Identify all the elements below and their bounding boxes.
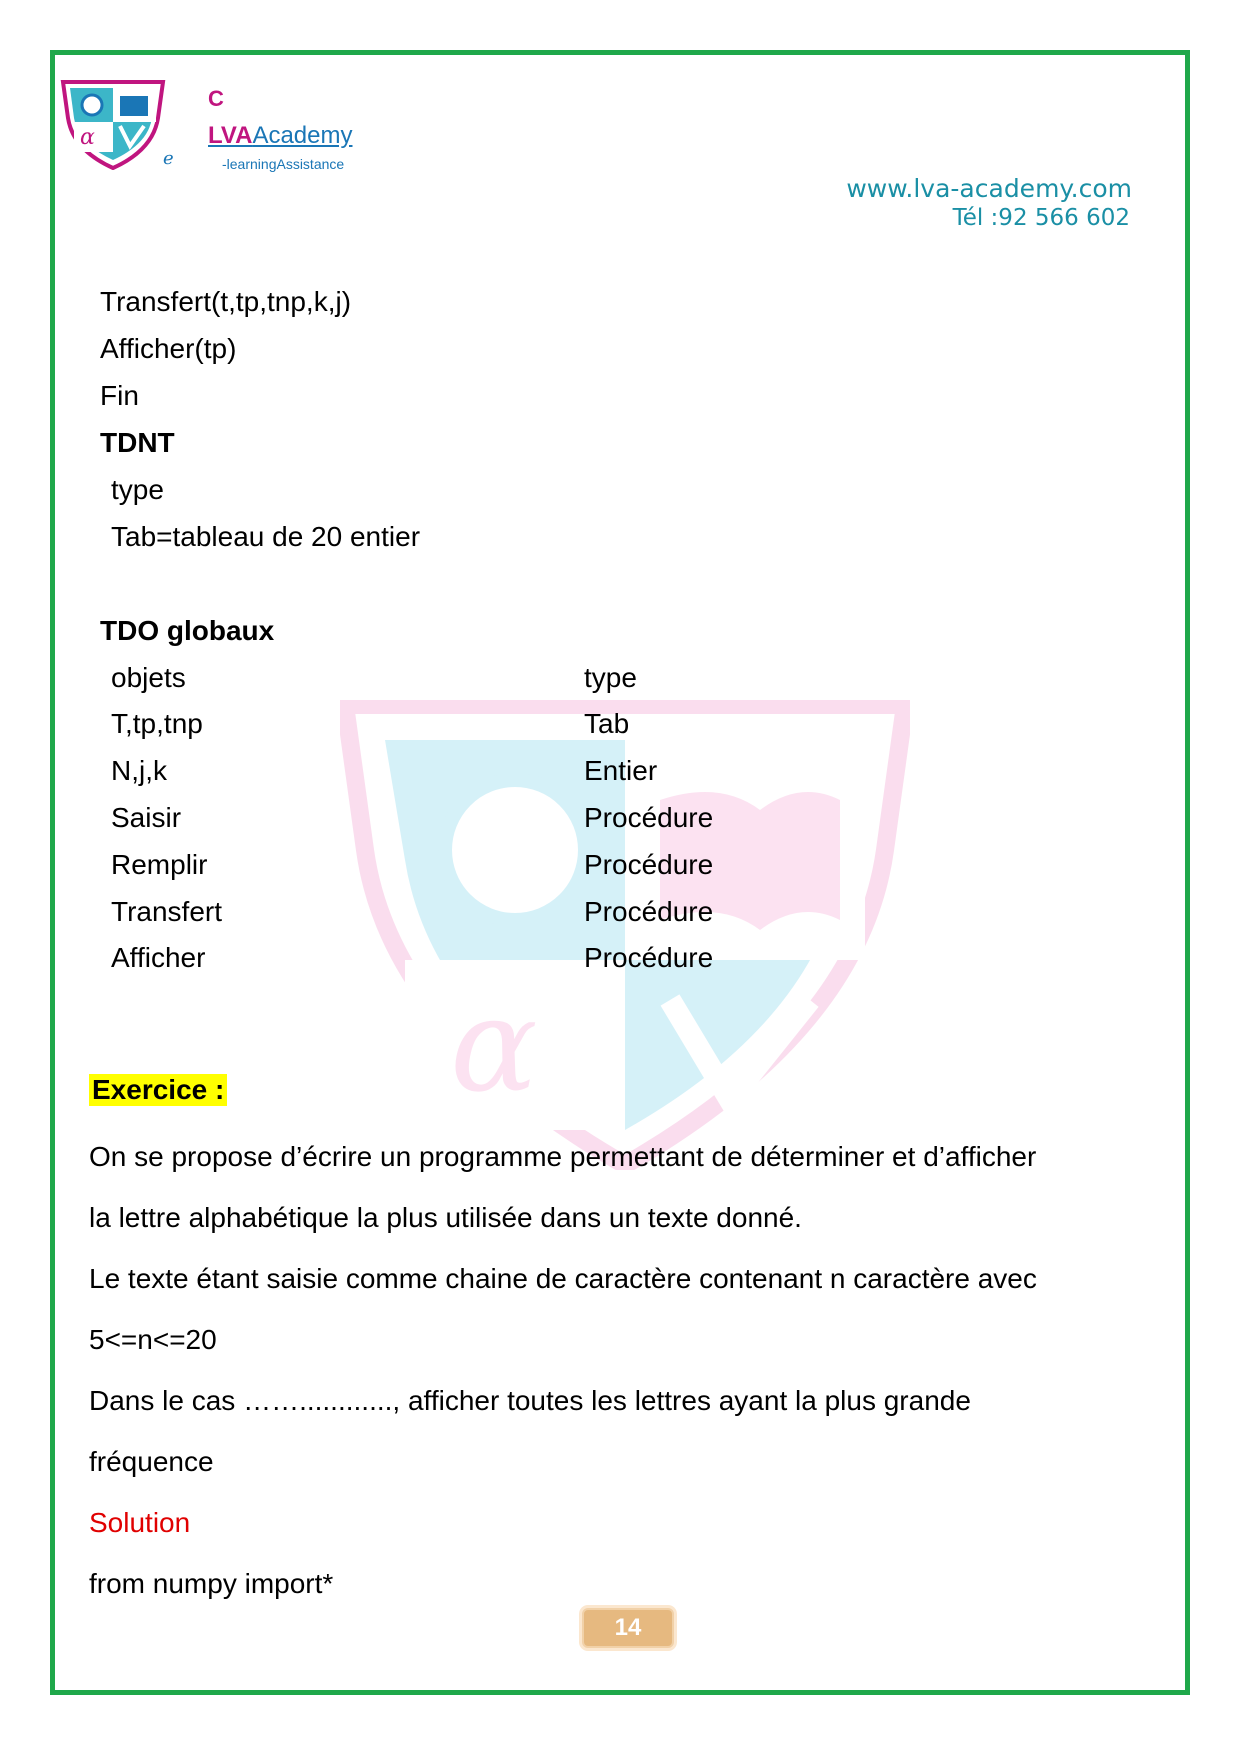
exercise-line: 5<=n<=20 <box>89 1324 217 1355</box>
brand-academy: Academy <box>252 122 353 149</box>
tdo-row-obj: Afficher <box>111 942 206 973</box>
svg-text:α: α <box>80 125 95 150</box>
tdnt-line: type <box>111 474 164 505</box>
tdo-row-obj: Saisir <box>111 802 182 833</box>
code-line: from numpy import* <box>89 1568 334 1599</box>
page-number: 14 <box>582 1608 674 1648</box>
tdo-row-obj: Transfert <box>111 896 222 927</box>
tdo-row-obj: N,j,k <box>111 755 167 786</box>
academy-logo <box>58 78 168 170</box>
brand-letter: C <box>208 86 224 111</box>
tdo-row-type: Procédure <box>584 942 714 973</box>
tdo-row-type: Procédure <box>584 896 714 927</box>
tdo-row-obj: T,tp,tnp <box>111 708 203 739</box>
exercise-line: Le texte étant saisie comme chaine de caractère contenant n caractère avec <box>89 1263 1037 1294</box>
tdo-heading: TDO globaux <box>100 615 275 646</box>
solution-label: Solution <box>89 1507 191 1538</box>
website-link[interactable]: www.lva-academy.com <box>846 174 1132 203</box>
exercise-line: fréquence <box>89 1446 214 1477</box>
tdo-row-type: Procédure <box>584 849 714 880</box>
tdo-row-type: Tab <box>584 708 630 739</box>
tdo-row-type: Procédure <box>584 802 714 833</box>
brand-name[interactable] <box>208 122 352 150</box>
algo-line: Transfert(t,tp,tnp,k,j) <box>100 286 352 317</box>
exercise-line: On se propose d’écrire un programme permettant de déterminer et d’afficher <box>89 1141 1037 1172</box>
tdnt-line: Tab=tableau de 20 entier <box>111 521 421 552</box>
tdo-col-type: type <box>584 662 637 693</box>
algo-line: Fin <box>100 380 139 411</box>
tdo-col-objets: objets <box>111 662 186 693</box>
phone-number: Tél :92 566 602 <box>952 205 1130 231</box>
tdnt-heading: TDNT <box>100 427 175 458</box>
brand-tagline: -learningAssistance <box>222 156 345 172</box>
brand-lva: LVA <box>208 122 253 149</box>
exercise-line: la lettre alphabétique la plus utilisée dans un texte donné. <box>89 1202 802 1233</box>
tdo-row-obj: Remplir <box>111 849 208 880</box>
exercise-line: Dans le cas ……............, afficher toutes les lettres ayant la plus grande <box>89 1385 971 1416</box>
svg-text:α: α <box>450 969 538 1121</box>
exercise-label: Exercice : <box>89 1074 227 1106</box>
algo-line: Afficher(tp) <box>100 333 237 364</box>
tdo-row-type: Entier <box>584 755 658 786</box>
brand-e: e <box>163 148 174 169</box>
